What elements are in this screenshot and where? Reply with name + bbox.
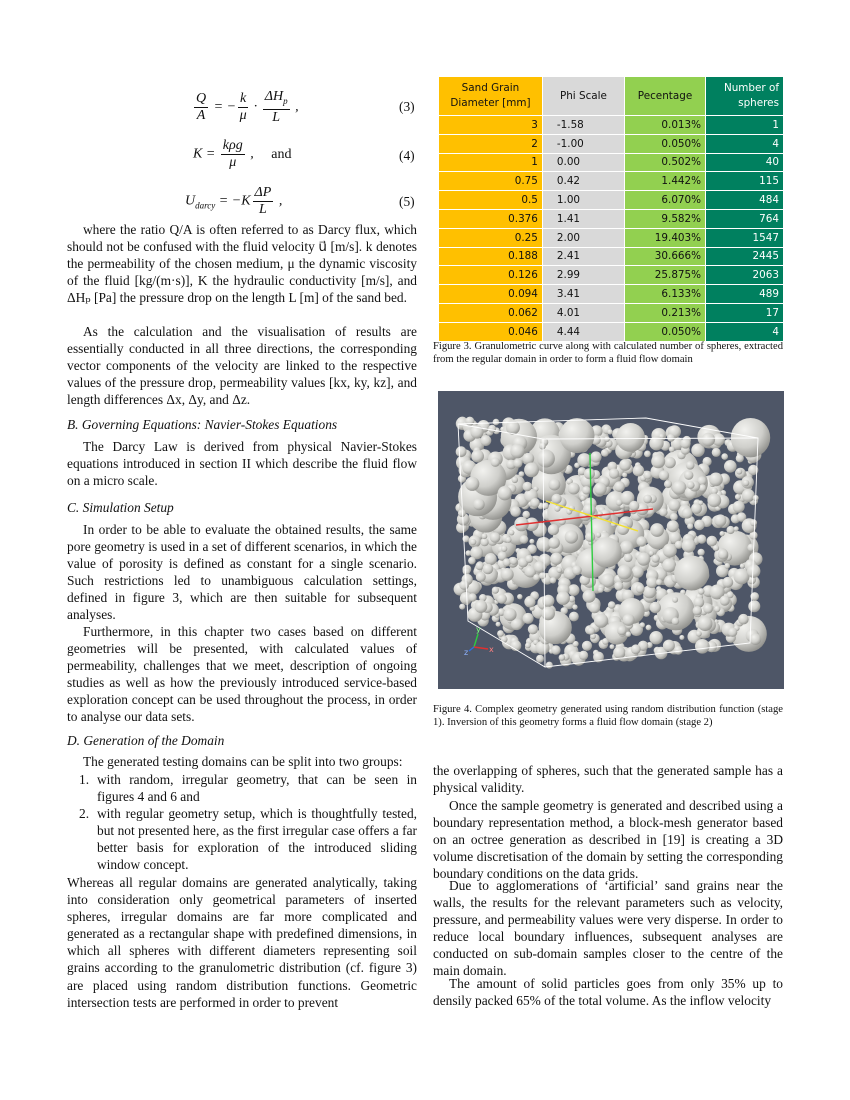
sphere (740, 564, 745, 569)
sphere (481, 538, 489, 546)
sphere (722, 577, 733, 588)
equation-4-number: (4) (399, 148, 415, 163)
sphere (569, 612, 579, 622)
sphere (590, 451, 601, 462)
sphere (680, 438, 690, 448)
cell-number: 1547 (706, 228, 784, 247)
sphere (492, 587, 499, 594)
header-phi: Phi Scale (542, 77, 624, 116)
table-header-row (439, 77, 784, 116)
right-paragraph-4: The amount of solid particles goes from only 35% up to densily packed 65% of the total volume. As the inflow velocity (433, 976, 783, 1009)
sphere (669, 446, 675, 452)
sphere (670, 513, 678, 521)
cell-percentage: 6.070% (624, 191, 705, 210)
sphere (536, 655, 544, 663)
sphere (698, 588, 705, 595)
sphere (714, 606, 720, 612)
sphere (668, 499, 680, 511)
table-row (439, 191, 784, 210)
calculation-paragraph: As the calculation and the visualisation of results are essentially conducted in all three directions, the corresponding vector components of the velocity are linked to the respective values of the pressure drop, permeability values [kx, ky, kz], and length differences Δx, Δy, and Δz. (67, 324, 417, 408)
sphere (488, 425, 496, 433)
sphere (707, 536, 718, 547)
sphere (682, 508, 693, 519)
sphere (556, 591, 570, 605)
list-number: 2. (79, 806, 90, 822)
sphere (548, 537, 560, 549)
cell-number: 17 (706, 303, 784, 322)
sphere (465, 417, 474, 426)
sphere (643, 495, 652, 504)
sphere (568, 483, 580, 495)
sphere (485, 553, 497, 565)
sphere (503, 608, 516, 621)
sphere (695, 639, 710, 654)
sphere (750, 519, 757, 526)
sphere (633, 465, 645, 477)
sphere (459, 580, 469, 590)
header-number: Number of spheres (706, 77, 784, 116)
cell-phi: 2.99 (542, 266, 624, 285)
sphere (608, 601, 616, 609)
section-c-paragraph-2: Furthermore, in this chapter two cases based on different geometries will be presented, with calculated values of permeability, challenges that we meet, description of ongoing studies as well as how the previously introduced service-based exploration concept can be used throughout the process, in order to analyse our data sets. (67, 624, 417, 725)
cell-percentage: 30.666% (624, 247, 705, 266)
sphere (551, 645, 560, 654)
cell-phi: -1.00 (542, 134, 624, 153)
sphere (631, 644, 641, 654)
section-c-heading: C. Simulation Setup (67, 500, 174, 515)
table-row (439, 134, 784, 153)
cell-number: 2063 (706, 266, 784, 285)
sphere (468, 593, 476, 601)
header-diameter: Sand Grain Diameter [mm] (439, 77, 543, 116)
sphere (490, 532, 501, 543)
cell-percentage: 0.050% (624, 322, 705, 341)
sphere-group (454, 417, 771, 669)
sphere (598, 587, 604, 593)
sphere (650, 523, 664, 537)
sphere (510, 506, 521, 517)
sphere (646, 577, 657, 588)
sphere (584, 468, 595, 479)
section-c-paragraph-1: In order to be able to evaluate the obtained results, the same pore geometry is used in a set of different scenarios, in which the value of porosity is defined as constant for a single scenario. Such restrictions led to unambiguous calculation settings, defined in figure 3, which are then suitable for subsequent analyses. (67, 522, 417, 623)
sphere (672, 617, 680, 625)
table-row (439, 266, 784, 285)
sphere (636, 536, 646, 546)
sphere (565, 530, 578, 543)
sphere (667, 434, 675, 442)
cell-number: 40 (706, 153, 784, 172)
sphere (533, 574, 540, 581)
sphere (523, 613, 534, 624)
sphere (549, 479, 561, 491)
cell-phi: -1.58 (542, 116, 624, 135)
sphere (539, 443, 546, 450)
sphere (629, 501, 639, 511)
sphere (458, 509, 466, 517)
sphere-packing-image (438, 391, 784, 689)
sphere (501, 568, 514, 581)
cell-diameter: 3 (439, 116, 543, 135)
sphere (523, 453, 535, 465)
sphere (483, 564, 494, 575)
sphere (721, 453, 728, 460)
cell-percentage: 0.213% (624, 303, 705, 322)
cell-percentage: 0.013% (624, 116, 705, 135)
cell-diameter: 0.046 (439, 322, 543, 341)
sphere (601, 449, 609, 457)
table-row (439, 303, 784, 322)
sphere (580, 495, 585, 500)
sphere (663, 640, 675, 652)
sphere (733, 501, 745, 513)
sphere (637, 552, 650, 565)
sphere (714, 514, 726, 526)
sphere (679, 635, 684, 640)
sphere (674, 646, 683, 655)
sphere (687, 523, 693, 529)
sphere (497, 630, 504, 637)
axis-label-x: x (489, 645, 494, 654)
sphere (736, 469, 742, 475)
list-text: with regular geometry setup, which is thoughtfully tested, but not presented here, as the first irregular case offers a far better basis for exploration of the introduced sliding window concept. (97, 806, 417, 873)
right-paragraph-3: Due to agglomerations of ‘artificial’ sand grains near the walls, the results for the relevant parameters such as velocity, pressure, and permeability values were very disperse. In order to reduce local boundary influences, subsequent analyses are conducted on sub-domain samples closer to the centre of the main domain. (433, 878, 783, 979)
sphere (662, 558, 676, 572)
sphere (674, 556, 709, 591)
sphere (610, 644, 615, 649)
sphere (582, 641, 592, 651)
section-d-paragraph-2: Whereas all regular domains are generated analytically, taking into consideration only geometrical parameters of inserted spheres, irregular domains are far more complicated and generated as a rectangular shape with predefined dimensions, in which all spheres with different diameters representing soil grains according to the granulometric distribution (cf. figure 3) are placed using random distribution functions. Geometric intersection tests are performed in order to prevent (67, 875, 417, 1010)
sphere (649, 631, 662, 644)
sphere (672, 597, 678, 603)
sphere (501, 636, 508, 643)
sphere (743, 480, 750, 487)
cell-phi: 2.00 (542, 228, 624, 247)
sphere (475, 600, 488, 613)
sphere (734, 526, 739, 531)
sphere (727, 526, 735, 534)
sphere (663, 544, 677, 558)
sphere (572, 565, 582, 575)
right-paragraph-1: the overlapping of spheres, such that the generated sample has a physical validity. (433, 763, 783, 796)
sphere (493, 419, 500, 426)
sphere (459, 604, 465, 610)
darcy-paragraph: where the ratio Q/A is often referred to as Darcy flux, which should not be confused with the fluid velocity u⃗ [m/s]. k denotes the permeability of the chosen medium, μ the dynamic viscosity of the fluid [kg/(m·s)], K the hydraulic conductivity [m/s], and ΔHₚ [Pa] the pressure drop on the length L [m] of the sand bed. (67, 222, 417, 306)
sphere (694, 520, 705, 531)
equation-4: K = $\frac{\text{kρg}}{\mu}$ , and (193, 138, 292, 170)
sphere (558, 517, 566, 525)
sphere (623, 614, 635, 626)
sphere (667, 520, 679, 532)
sphere (554, 506, 560, 512)
equation-5: $U_{darcy} = -K$ $\frac{\Delta P}{L}$ , (185, 185, 283, 217)
sphere (501, 546, 507, 552)
sphere (480, 435, 491, 446)
sphere (594, 482, 607, 495)
sphere (617, 565, 632, 580)
sphere (530, 498, 540, 508)
sphere (747, 564, 760, 577)
sphere (471, 450, 484, 463)
sphere (506, 537, 512, 543)
sphere (724, 460, 737, 473)
sphere (724, 563, 730, 569)
sphere (537, 450, 555, 468)
sphere (520, 535, 529, 544)
sphere (656, 579, 662, 585)
sphere (517, 594, 522, 599)
sphere (644, 451, 651, 458)
equation-4-and: and (271, 146, 292, 162)
sphere (568, 584, 580, 596)
sphere (525, 643, 531, 649)
sphere (617, 626, 626, 635)
list-item (67, 805, 417, 873)
sphere (579, 651, 588, 660)
table-row (439, 228, 784, 247)
sphere (640, 622, 645, 627)
sphere (616, 423, 645, 452)
sphere (687, 481, 695, 489)
table-row (439, 285, 784, 304)
cell-percentage: 0.050% (624, 134, 705, 153)
sphere (659, 508, 667, 516)
cell-diameter: 0.126 (439, 266, 543, 285)
sphere (698, 500, 703, 505)
domain-list (67, 771, 417, 874)
orientation-axes-icon (464, 625, 494, 657)
section-d-paragraph-1: The generated testing domains can be split into two groups: (83, 754, 403, 769)
figure-3-caption: Figure 3. Granulometric curve along with calculated number of spheres, extracted from the regular domain in order to form a fluid flow domain (433, 341, 783, 366)
cell-number: 489 (706, 285, 784, 304)
sphere (614, 481, 625, 492)
section-d-heading: D. Generation of the Domain (67, 733, 225, 748)
sphere (713, 545, 719, 551)
sphere (712, 448, 721, 457)
header-percentage: Pecentage (624, 77, 705, 116)
sphere (577, 453, 591, 467)
sphere (650, 602, 661, 613)
sphere (528, 624, 538, 634)
equation-5-number: (5) (399, 194, 415, 209)
sphere (523, 482, 533, 492)
sphere (525, 555, 533, 563)
list-item (67, 771, 417, 805)
cell-phi: 1.00 (542, 191, 624, 210)
section-b-heading: B. Governing Equations: Navier-Stokes Equations (67, 417, 338, 432)
sphere (498, 486, 512, 500)
cell-phi: 2.41 (542, 247, 624, 266)
cell-phi: 4.01 (542, 303, 624, 322)
section-b-paragraph: The Darcy Law is derived from physical Navier-Stokes equations introduced in section II which describe the fluid flow on a micro scale. (67, 439, 417, 489)
sphere (587, 627, 595, 635)
sphere (470, 539, 476, 545)
sphere (698, 616, 713, 631)
sphere (524, 463, 539, 478)
sphere (664, 457, 675, 468)
figure-4-render (438, 391, 784, 689)
list-text: with random, irregular geometry, that can be seen in figures 4 and 6 and (97, 772, 417, 805)
sphere (583, 590, 596, 603)
sphere (546, 662, 553, 669)
sphere (735, 494, 741, 500)
sphere (491, 458, 500, 467)
cell-percentage: 1.442% (624, 172, 705, 191)
cell-number: 484 (706, 191, 784, 210)
right-paragraph-2: Once the sample geometry is generated and described using a boundary representation method, a block-mesh generator based on an octree generation as described in [19] is creating a 3D volume discretisation of the domain by setting the corresponding boundary conditions on the data grids. (433, 798, 783, 882)
sphere (497, 594, 507, 604)
sphere (720, 531, 725, 536)
cell-percentage: 25.875% (624, 266, 705, 285)
sphere (742, 489, 755, 502)
cell-percentage: 9.582% (624, 209, 705, 228)
sphere (594, 614, 608, 628)
sphere (473, 499, 485, 511)
table-row (439, 153, 784, 172)
sphere (626, 632, 631, 637)
sphere (651, 554, 659, 562)
sphere (651, 454, 665, 468)
sphere (613, 646, 625, 658)
table-row (439, 116, 784, 135)
sphere (591, 537, 621, 567)
sphere (693, 597, 704, 608)
sphere (686, 461, 695, 470)
sphere (646, 625, 652, 631)
sphere (482, 533, 488, 539)
axis-label-y: y (476, 625, 481, 634)
cell-number: 115 (706, 172, 784, 191)
table-row (439, 247, 784, 266)
cell-diameter: 0.75 (439, 172, 543, 191)
sphere (465, 477, 479, 491)
sphere (696, 631, 702, 637)
cell-phi: 4.44 (542, 322, 624, 341)
sphere (468, 557, 476, 565)
sphere (738, 614, 749, 625)
cell-diameter: 0.25 (439, 228, 543, 247)
sphere (720, 596, 730, 606)
cell-percentage: 19.403% (624, 228, 705, 247)
sphere (728, 628, 737, 637)
cell-diameter: 0.094 (439, 285, 543, 304)
sphere (509, 530, 515, 536)
sphere (703, 604, 713, 614)
cell-diameter: 0.062 (439, 303, 543, 322)
sphere (614, 582, 623, 591)
sphere (693, 606, 702, 615)
sphere (503, 558, 511, 566)
sphere (550, 577, 556, 583)
sphere (718, 549, 728, 559)
sphere (697, 535, 706, 544)
sphere (550, 553, 562, 565)
sphere (552, 494, 562, 504)
sphere (619, 459, 631, 471)
sphere (620, 541, 634, 555)
sphere (684, 471, 693, 480)
cell-number: 4 (706, 134, 784, 153)
cell-diameter: 0.188 (439, 247, 543, 266)
list-number: 1. (79, 772, 90, 787)
sphere (624, 554, 633, 563)
sphere (702, 433, 716, 447)
sphere (664, 480, 672, 488)
sphere (636, 585, 645, 594)
sphere (698, 549, 705, 556)
sphere (559, 654, 566, 661)
axis-label-z: z (464, 648, 469, 657)
sphere (607, 429, 612, 434)
sphere (585, 532, 595, 542)
cell-phi: 3.41 (542, 285, 624, 304)
sphere (748, 600, 760, 612)
sphere (649, 551, 654, 556)
equation-3: $\frac{Q}{A}$ = − $\frac{k}{\mu}$ · $\frac{\Delta H_p}{L}$ , (196, 89, 299, 125)
sphere (524, 596, 535, 607)
cell-phi: 1.41 (542, 209, 624, 228)
cell-number: 1 (706, 116, 784, 135)
sphere (519, 471, 525, 477)
figure-4-caption: Figure 4. Complex geometry generated using random distribution function (stage 1). Inversion of this geometry forms a fluid flow domain (stage 2) (433, 704, 783, 729)
sphere (560, 418, 595, 453)
sphere (750, 633, 762, 645)
sphere (510, 444, 524, 458)
cell-diameter: 0.376 (439, 209, 543, 228)
table-row (439, 209, 784, 228)
sphere (496, 622, 501, 627)
sphere (541, 607, 555, 621)
equation-3-number: (3) (399, 99, 415, 114)
sphere (707, 493, 721, 507)
sphere (582, 486, 590, 494)
cell-number: 2445 (706, 247, 784, 266)
table-row (439, 172, 784, 191)
sphere (512, 477, 519, 484)
sphere (609, 468, 619, 478)
cell-number: 4 (706, 322, 784, 341)
sphere (672, 481, 686, 495)
sphere (682, 539, 696, 553)
cell-percentage: 6.133% (624, 285, 705, 304)
sphere (539, 572, 546, 579)
sphere (513, 459, 522, 468)
sphere (529, 539, 534, 544)
sphere (557, 567, 563, 573)
sphere (659, 470, 669, 480)
sphere (476, 572, 486, 582)
table-body (439, 116, 784, 342)
table-row (439, 322, 784, 341)
sphere (456, 446, 467, 457)
sphere (709, 473, 723, 487)
cell-phi: 0.00 (542, 153, 624, 172)
cell-percentage: 0.502% (624, 153, 705, 172)
sphere (589, 602, 600, 613)
sphere (548, 524, 559, 535)
cell-number: 764 (706, 209, 784, 228)
cell-phi: 0.42 (542, 172, 624, 191)
sphere (572, 604, 577, 609)
sphere (510, 557, 518, 565)
granulometric-table (438, 76, 784, 342)
cell-diameter: 1 (439, 153, 543, 172)
cell-diameter: 0.5 (439, 191, 543, 210)
cell-diameter: 2 (439, 134, 543, 153)
sphere (596, 532, 601, 537)
